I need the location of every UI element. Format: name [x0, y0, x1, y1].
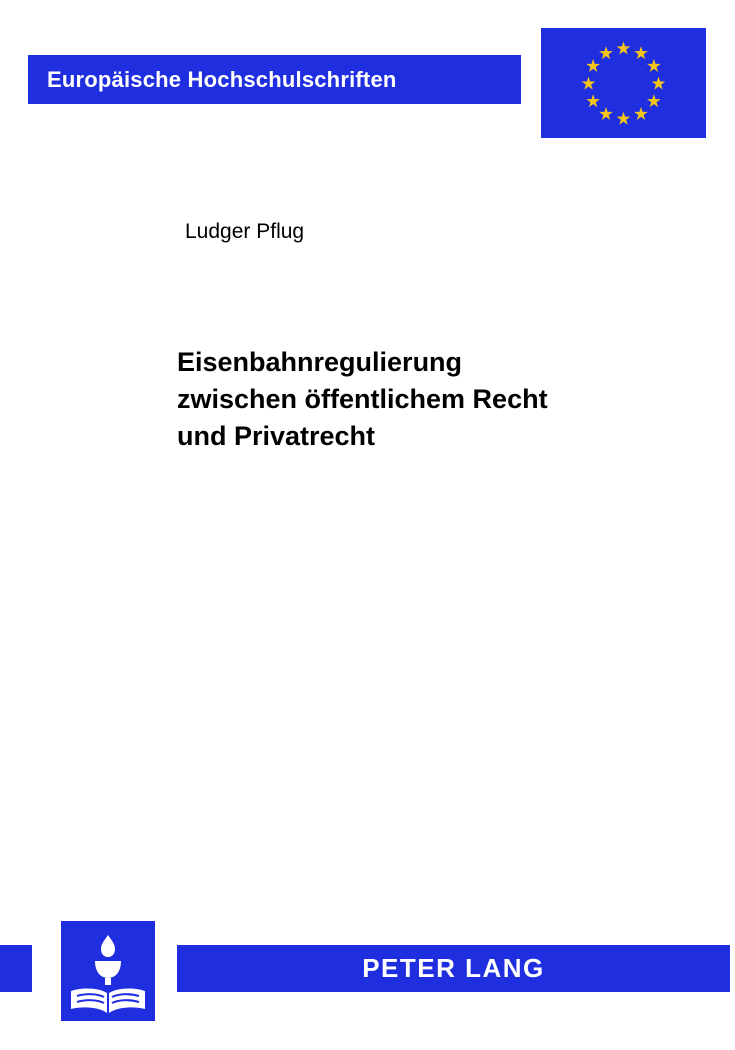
title-line: und Privatrecht	[177, 421, 376, 451]
series-title: Europäische Hochschulschriften	[47, 66, 397, 92]
publisher-name: PETER LANG	[362, 953, 545, 983]
publisher-banner	[177, 945, 730, 992]
peter-lang-logo-icon	[61, 921, 155, 1021]
title-line: zwischen öffentlichem Recht	[177, 384, 548, 414]
eu-flag-icon	[541, 28, 706, 138]
bottom-bar-stub	[0, 945, 32, 992]
title-line: Eisenbahnregulierung	[177, 347, 463, 377]
author-name: Ludger Pflug	[185, 220, 305, 243]
series-banner	[28, 55, 521, 104]
book-title	[177, 344, 697, 455]
